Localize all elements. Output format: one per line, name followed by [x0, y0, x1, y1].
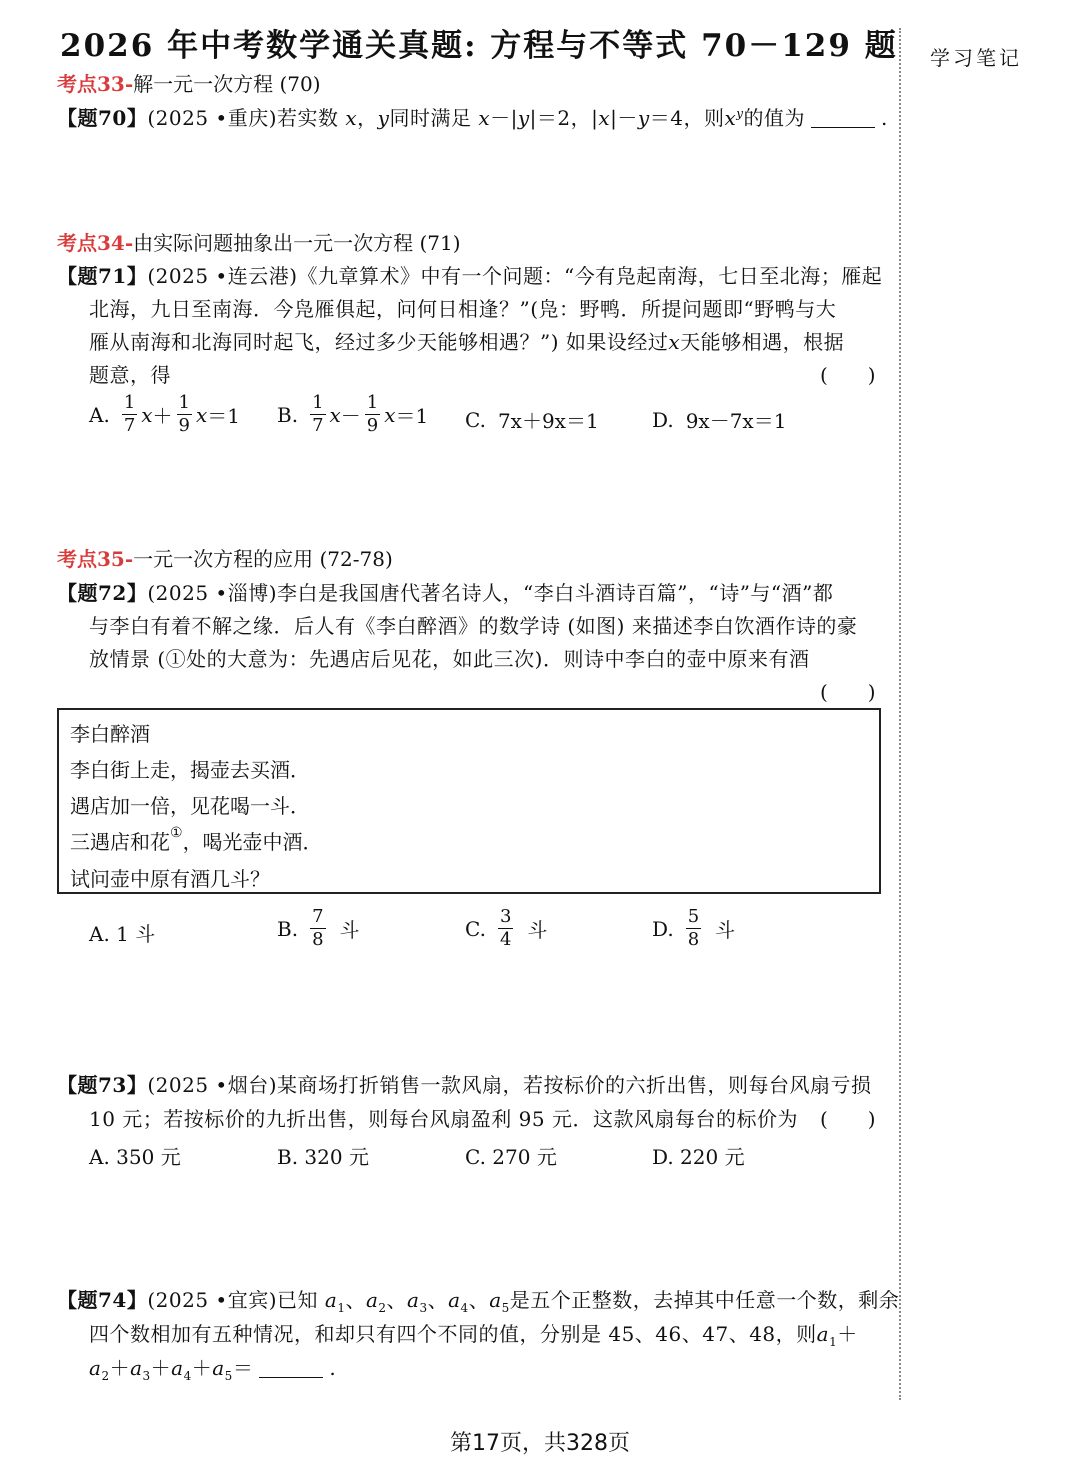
q71-text-1: 《九章算术》中有一个问题：“今有凫起南海，七日至北海；雁起 [297, 264, 883, 288]
q74-end: . [329, 1356, 337, 1380]
q71-option-b[interactable]: B. $\frac{1}{7}$ x － $\frac{1}{9}$ x ＝1 [277, 392, 429, 436]
q73-option-c[interactable]: C. 270 元 [465, 1145, 557, 1169]
poem-line-part: ，喝光壶中酒． [182, 830, 323, 854]
q71-tag: 【题71】 [57, 264, 148, 288]
page-number: 第17页，共328页 [450, 1431, 630, 1456]
q74-text-1a: 已知 [277, 1288, 319, 1312]
q74-text-2: 四个数相加有五种情况，和却只有四个不同的值，分别是 45、46、47、48，则 [89, 1322, 817, 1346]
q70-text-a: 若实数 [277, 106, 339, 130]
q70-text-b: 同时满足 [389, 106, 472, 130]
q71-source: (2025 •连云港) [147, 264, 298, 288]
q72-line-2: 与李白有着不解之缘．后人有《李白醉酒》的数学诗 (如图) 来描述李白饮酒作诗的豪 [89, 614, 858, 638]
q71-line-2: 北海，九日至南海．今凫雁俱起，问何日相逢？”(凫：野鸭．所提问题即“野鸭与大 [89, 297, 837, 321]
kp33-title: 解一元一次方程 (70) [133, 72, 321, 96]
q72-line-3: 放情景 (①处的大意为：先遇店后见花，如此三次)．则诗中李白的壶中原来有酒 [89, 647, 810, 671]
q71-line-3: 雁从南海和北海同时起飞，经过多少天能够相遇？”) 如果设经过x天能够相遇，根据 [89, 330, 845, 354]
answer-blank[interactable] [811, 127, 875, 128]
kp35-title: 一元一次方程的应用 (72-78) [133, 547, 393, 571]
q70-text-c: ， [570, 106, 592, 130]
q73-line-1 [57, 1069, 872, 1098]
q70-text-e: 的值为 [743, 106, 806, 130]
poem-line [70, 826, 323, 855]
q73-option-d[interactable]: D. 220 元 [652, 1145, 745, 1169]
option-text: 9x－7x＝1 [685, 409, 787, 433]
q73-option-a[interactable]: A. 350 元 [89, 1145, 181, 1169]
poem-line: 试问壶中原有酒几斗？ [70, 867, 270, 891]
q72-source: (2025 •淄博) [147, 581, 278, 605]
q72-option-a[interactable] [89, 918, 155, 947]
q71-answer-paren[interactable]: ( ) [820, 363, 876, 387]
notes-divider [899, 28, 901, 1400]
unit: 斗 [715, 918, 736, 942]
poem-line: 李白街上走，揭壶去买酒． [70, 758, 310, 782]
q71-option-c[interactable] [465, 405, 599, 434]
q71-line-1 [57, 260, 882, 289]
option-letter: B. [277, 916, 299, 941]
q74-source: (2025 •宜宾) [147, 1288, 278, 1312]
q73-answer-paren[interactable]: ( ) [820, 1107, 876, 1131]
q72-option-d[interactable]: D. $\frac{5}{8}$ 斗 [652, 906, 736, 950]
footnote-mark: ① [170, 825, 183, 842]
kp33-tag: 考点33- [57, 72, 134, 96]
poem-title: 李白醉酒 [70, 722, 150, 746]
notes-label: 学习笔记 [930, 46, 1022, 70]
q74-line-1: 【题74】(2025 •宜宾)已知 $a_1$、$a_2$、$a_3$、$a_4$、$a_5$是五个正整数，去掉其中任意一个数，剩余 [57, 1288, 900, 1315]
q72-text-1: 李白是我国唐代著名诗人，“李白斗酒诗百篇”，“诗”与“酒”都 [277, 581, 834, 605]
q73-option-b[interactable]: B. 320 元 [277, 1145, 369, 1169]
option-text: A. 1 斗 [89, 922, 156, 946]
q70-line: 【题70】(2025 •重庆)若实数 x，y同时满足 x－|y|＝2，|x|－y＝4，则$x^y$的值为 . [57, 106, 888, 130]
poem-line: 遇店加一倍，见花喝一斗． [70, 794, 310, 818]
poem-line-part: 三遇店和花 [70, 830, 170, 854]
q73-line-2: 10 元；若按标价的九折出售，则每台风扇盈利 95 元．这款风扇每台的标价为 [89, 1107, 798, 1131]
option-letter: C. [465, 407, 486, 432]
option-letter: B. [277, 402, 299, 427]
kp33-heading [57, 68, 321, 97]
option-text: 7x＋9x＝1 [497, 409, 599, 433]
q71-option-d[interactable] [652, 405, 786, 434]
q73-tag: 【题73】 [57, 1073, 148, 1097]
q72-option-c[interactable]: C. $\frac{3}{4}$ 斗 [465, 906, 548, 950]
q71-text-3b: 天能够相遇，根据 [680, 330, 845, 354]
q70-tag: 【题70】 [57, 106, 148, 130]
kp34-tag: 考点34- [57, 231, 134, 255]
unit: 斗 [339, 918, 360, 942]
q70-text-d: ，则 [683, 106, 725, 130]
q70-source: (2025 •重庆) [147, 106, 278, 130]
q74-line-3: $a_2+a_3+a_4+a_5=$ . [89, 1356, 337, 1383]
q72-option-b[interactable]: B. $\frac{7}{8}$ 斗 [277, 906, 360, 950]
option-letter: D. [652, 407, 674, 432]
q71-option-a[interactable]: A. $\frac{1}{7}$ x ＋ $\frac{1}{9}$ x ＝1 [89, 392, 241, 436]
unit: 斗 [527, 918, 548, 942]
poem-box [57, 708, 881, 894]
q73-text-1: 某商场打折销售一款风扇，若按标价的六折出售，则每台风扇亏损 [277, 1073, 872, 1097]
q72-tag: 【题72】 [57, 581, 148, 605]
kp35-heading [57, 543, 393, 572]
kp34-heading [57, 227, 461, 256]
option-letter: C. [465, 916, 486, 941]
q71-text-3a: 雁从南海和北海同时起飞，经过多少天能够相遇？”) 如果设经过 [89, 330, 669, 354]
q74-line-2: 四个数相加有五种情况，和却只有四个不同的值，分别是 45、46、47、48，则$a_1+$ [89, 1322, 858, 1349]
q74-tag: 【题74】 [57, 1288, 148, 1312]
q70-end: . [881, 106, 888, 130]
kp34-title: 由实际问题抽象出一元一次方程 (71) [133, 231, 461, 255]
q74-text-1b: 是五个正整数，去掉其中任意一个数，剩余 [509, 1288, 900, 1312]
option-letter: A. [89, 402, 110, 427]
answer-blank[interactable] [259, 1377, 323, 1378]
q73-source: (2025 •烟台) [147, 1073, 278, 1097]
kp35-tag: 考点35- [57, 547, 134, 571]
q72-line-1 [57, 577, 833, 606]
option-letter: D. [652, 916, 674, 941]
q71-line-4: 题意，得 [89, 363, 171, 387]
page-title: 2026 年中考数学通关真题: 方程与不等式 70－129 题 [60, 28, 898, 64]
q72-answer-paren[interactable]: ( ) [820, 680, 876, 704]
